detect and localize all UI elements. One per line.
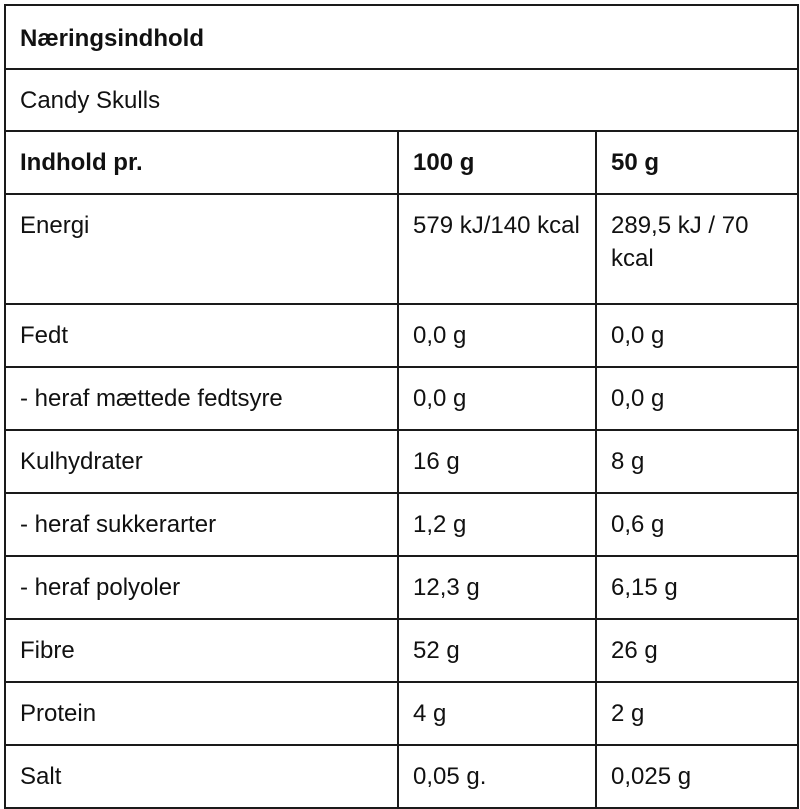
table-row <box>5 619 798 682</box>
header-50g: 50 g <box>596 131 798 194</box>
nutrient-name: Energi <box>5 194 398 304</box>
nutrient-name: Kulhydrater <box>5 430 398 493</box>
value-100g: 579 kJ/140 kcal <box>398 194 596 304</box>
table-row <box>5 682 798 745</box>
value-100g: 16 g <box>398 430 596 493</box>
value-50g: 0,025 g <box>596 745 798 808</box>
nutrient-name: Fedt <box>5 304 398 367</box>
value-50g: 0,6 g <box>596 493 798 556</box>
table-row <box>5 430 798 493</box>
table-title: Næringsindhold <box>5 5 798 69</box>
table-row <box>5 556 798 619</box>
value-100g: 52 g <box>398 619 596 682</box>
nutrient-name: Salt <box>5 745 398 808</box>
table-row <box>5 493 798 556</box>
nutrient-name: - heraf mættede fedtsyre <box>5 367 398 430</box>
table-row <box>5 745 798 808</box>
value-100g: 12,3 g <box>398 556 596 619</box>
value-100g: 0,0 g <box>398 367 596 430</box>
value-50g: 289,5 kJ / 70 kcal <box>596 194 798 304</box>
value-50g: 0,0 g <box>596 367 798 430</box>
header-row <box>5 131 798 194</box>
value-50g: 6,15 g <box>596 556 798 619</box>
nutrient-name: Fibre <box>5 619 398 682</box>
value-50g: 8 g <box>596 430 798 493</box>
value-50g: 2 g <box>596 682 798 745</box>
value-100g: 4 g <box>398 682 596 745</box>
nutrient-name: Protein <box>5 682 398 745</box>
table-row <box>5 194 798 304</box>
value-100g: 0,0 g <box>398 304 596 367</box>
value-100g: 1,2 g <box>398 493 596 556</box>
header-100g: 100 g <box>398 131 596 194</box>
table-row <box>5 304 798 367</box>
nutrient-name: - heraf polyoler <box>5 556 398 619</box>
nutrient-name: - heraf sukkerarter <box>5 493 398 556</box>
value-100g: 0,05 g. <box>398 745 596 808</box>
table-row <box>5 367 798 430</box>
product-name: Candy Skulls <box>5 69 798 131</box>
value-50g: 0,0 g <box>596 304 798 367</box>
header-label: Indhold pr. <box>5 131 398 194</box>
nutrition-table <box>4 4 799 809</box>
value-50g: 26 g <box>596 619 798 682</box>
